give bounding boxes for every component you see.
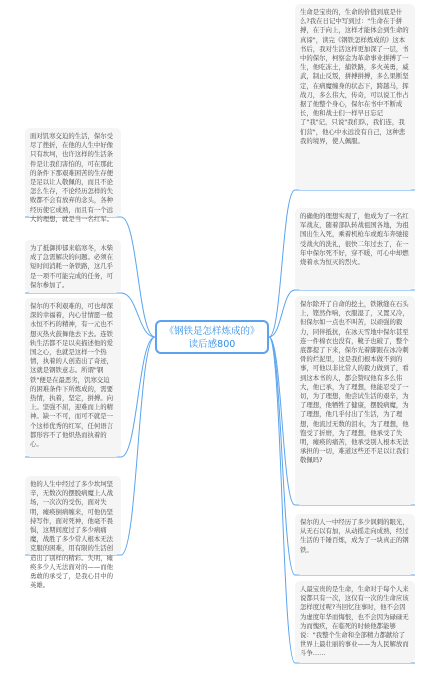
right-node-3-text: 保尔除开了自命的挖土，铁锹缝在石头上，铿然作响，衣服湿了，又置又冷，但保尔如一点也不叫苦，以顽强的毅力，同伴抵抗，在冰天雪地中保尔甚至连一件棉衣也没有，靴子也破了，整个底都提了下来，保尔光着脚跟在冰冷刺骨的烂泥里，这是我们根本做不到的事，可他以非比常人的毅力做到了，看到这本书的人，都会赞叹他有多么伟大，他已承，为了理想，他能忍受了一切，为了理想，他尝试生活的艰辛，为了理想，他牺牲了健康，摆脱病魔，为了理想，他几乎付出了生活，为了理想，他流过无数的泪水，为了理想，他饱受了折磨，为了理想，他承受了失明，瘫痪的痛苦，他承受别人根本无法承担的一切，难道这些还不足以让我们敬佩吗? [300, 300, 409, 465]
left-node-4[interactable] [25, 476, 121, 590]
left-node-3-text: 保尔的不利艰难的，可也却深深的幸福着，内心甘情愿一般永恒不朽的精神，有一元也不想灭热火鼓舞他去下去。连铁轨生活都不足以夹描述他的爱国之心，也就是这样一个热情，执着的人创造出了奇迹，这就是钢铁意志。所谓"钢铁"便是在最恶劣，饥寒交迫的困难条件下所炼成的，需要热情，执着，坚定，拼搏。向上。坚强不屈，迎难而上的精神。缺一不可，而可不就是一个这样优秀的红军，任何语言都形容不了他炽热而执着的心。 [30, 302, 114, 449]
right-node-4[interactable] [295, 514, 415, 575]
connector-center-right-4 [269, 337, 295, 575]
connector-center-right-2 [269, 290, 295, 337]
right-node-3[interactable] [295, 296, 415, 505]
central-topic[interactable] [155, 320, 269, 354]
right-node-4-text: 保尔的人一中经历了多少讽刺的眼光，从无石以有加，从动摇走向成熟，经过生活的千锤百炼，成为了一块真正的钢铁。 [300, 518, 409, 554]
connector-center-left-4 [121, 337, 155, 555]
right-node-1[interactable] [295, 4, 415, 190]
left-node-2[interactable] [25, 240, 121, 293]
left-node-1-text: 面对饥寒交迫的生活，保尔受尽了挫折，在他的人生中好像只有坎坷，也许这样的生活条件是让我们害怕的，可在那此的条件下那艰难困苦的生存便是足以让人敬佩的，而且不论怎么生存，不论经历怎样的失败都不会有放弃的念头，各种经历使它成熟，而且有一个远大的理想，就是当一名红军。 [30, 132, 114, 223]
left-node-3[interactable] [25, 298, 121, 457]
right-node-5-text: 人最宝贵的是生命，生命对于每个人来说都只有一次，这仅有一次的生命应该怎样度过呢?当回忆往事时，他不会因为虚度年华而悔恨，也不会因为碌碌无为而愧疚，在临死的时候他都能够说："我整个生命和全部精力都献给了世界上最壮丽的事业——为人民解放而斗争…… [300, 585, 409, 658]
left-node-2-text: 为了抵御抑郁来临寒冬，木柴成了急需解决的问题。必须在短时间消耗一条铁路，这几乎是一项不可能完成的任务，可保尔参加了。 [30, 244, 114, 289]
left-node-4-text: 他的人生中经过了多少坎坷坚辛，无数次的摆脱病魔上人战场，一次次的受伤，面对失明，瘫痪倒病缠来，可他仍坚持写作，面对死神，他毫不畏惧，这期间度过了多少病痛魔，战胜了多少常人根本无法克服的困难，用有限的生活创造出了别样的精彩。失明，瘫痪多少人无法面对的——而他勇敢的承受了，是我心目中的英雄。 [30, 480, 114, 590]
left-node-1[interactable] [25, 128, 121, 223]
connector-center-left-1 [121, 217, 155, 337]
connector-center-left-3 [121, 337, 155, 457]
connector-center-left-2 [121, 293, 155, 337]
right-node-1-text: 生命是宝贵的，生命的价值到底是什么?我在日记中写到过："生命在于拼搏，在于向上，这样才能体会到生命的真谛"，读完《钢铁怎样炼成的》这本书后，我对生活这样更加深了一层，书中的保尔，柯察金为革命事业拼搏了一生，他吃冻土，捕铁路，多火英勇，威武，制止反叛，拼搏拼搏，多么果断坚定，在病魔缠身的状态下，跨越马，挥战刀，多么伟大，传奇，可以说工作占据了他整个身心，保尔在书中不断成长，他和战士们一样早日忘记了"我"记，只说"我们队，我们连，我们营"，他心中永远没有自己，这种悲我的境界，使人佩服。 [300, 8, 409, 145]
right-node-2-text: 的确他的理想实现了，他成为了一名红军战友，随着部队转战祖国各地，为祖国出生入死，乘着机枪车或炮车奔驰接受战火的洗礼，很快二年过去了，在一年中保尔死不好，穿不暖，可心中却燃烧着永为恒灭的烈火。 [300, 212, 409, 267]
right-node-2[interactable] [295, 208, 415, 290]
right-node-5[interactable] [295, 581, 415, 663]
connector-center-right-3 [269, 337, 295, 505]
central-topic-title: 《钢铁是怎样炼成的》读后感800 [164, 326, 260, 350]
